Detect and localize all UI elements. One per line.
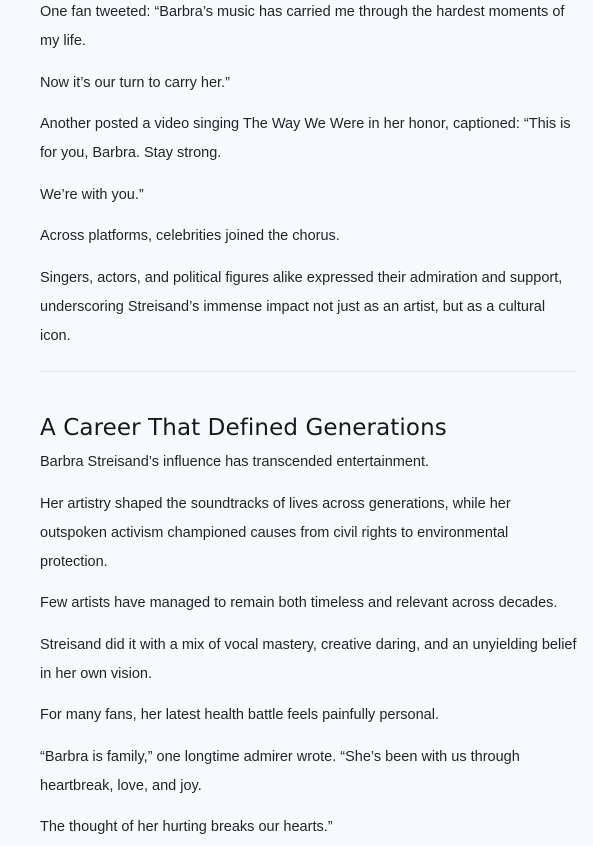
paragraph: Barbra Streisand’s influence has transcended entertainment. xyxy=(40,454,430,470)
paragraph: The thought of her hurting breaks our hearts.” xyxy=(40,819,333,835)
paragraph: Singers, actors, and political figures alike expressed their admiration and support, underscoring Streisand’s immense impact not just as an artist, but as a cultural icon. xyxy=(40,270,563,344)
section-heading: A Career That Defined Generations xyxy=(40,415,447,441)
paragraph: Now it’s our turn to carry her.” xyxy=(40,75,230,91)
paragraph: We’re with you.” xyxy=(40,187,144,203)
paragraph: Her artistry shaped the soundtracks of lives across generations, while her outspoken activism championed causes from civil rights to environmental protection. xyxy=(40,496,511,570)
paragraph: Few artists have managed to remain both timeless and relevant across decades. xyxy=(40,595,558,611)
paragraph: For many fans, her latest health battle feels painfully personal. xyxy=(40,707,439,723)
paragraph: Another posted a video singing The Way We Were in her honor, captioned: “This is for you, Barbra. Stay strong. xyxy=(40,116,571,161)
section-divider xyxy=(40,371,577,372)
paragraph: Streisand did it with a mix of vocal mastery, creative daring, and an unyielding belief in her own vision. xyxy=(40,637,577,682)
paragraph: One fan tweeted: “Barbra’s music has carried me through the hardest moments of my life. xyxy=(40,4,565,49)
paragraph: Across platforms, celebrities joined the chorus. xyxy=(40,228,340,244)
paragraph: “Barbra is family,” one longtime admirer wrote. “She’s been with us through heartbreak, love, and joy. xyxy=(40,749,520,794)
